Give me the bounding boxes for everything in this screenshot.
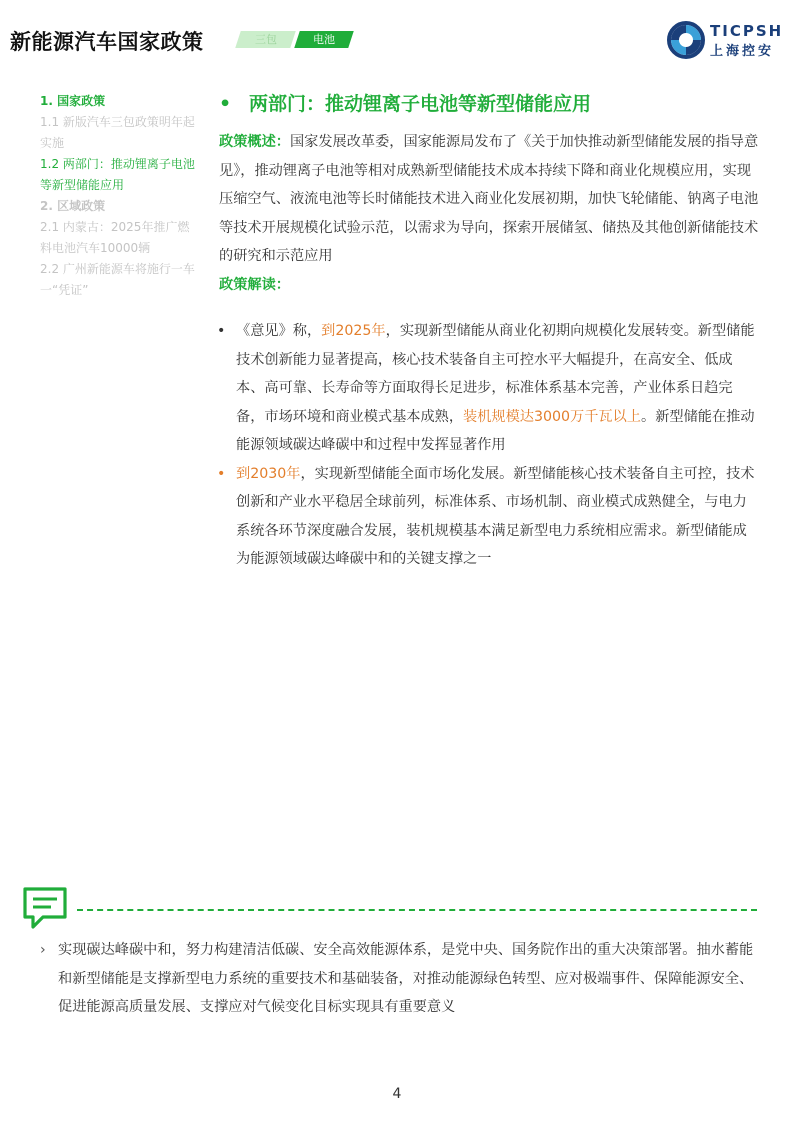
bullet1-highlight-capacity: 装机规模达3000万千瓦以上 bbox=[463, 408, 641, 425]
toc-item-guangzhou[interactable]: 2.2 广州新能源车将施行一车一“凭证” bbox=[40, 262, 195, 297]
toc-item-sanbao[interactable]: 1.1 新版汽车三包政策明年起实施 bbox=[40, 115, 195, 150]
tab-sanbao[interactable] bbox=[235, 31, 296, 48]
interpretation-label: 政策解读 bbox=[219, 276, 276, 293]
tab-battery[interactable] bbox=[294, 31, 354, 48]
toc-item-inner-mongolia[interactable]: 2.1 内蒙古：2025年推广燃料电池汽车10000辆 bbox=[40, 220, 190, 255]
overview-text: 国家发展改革委，国家能源局发布了《关于加快推动新型储能发展的指导意见》，推动锂离子电池等相对成熟新型储能技术成本持续下降和商业化规模应用，实现压缩空气、液流电池等长时储能技术进入商业化发展初期，加快飞轮储能、钠离子电池等技术开展规模化试验示范，以需求为导向，探索开展储氢、储热及其他创新储能技术的研究和示范应用 bbox=[219, 134, 759, 264]
table-of-contents bbox=[40, 91, 200, 301]
summary-note bbox=[40, 936, 760, 1022]
toc-item-national-policy[interactable]: 1. 国家政策 bbox=[40, 94, 106, 108]
tab-battery-label: 电池 bbox=[313, 33, 335, 46]
company-logo bbox=[667, 21, 787, 59]
bullet-mark: • bbox=[217, 465, 226, 482]
logo-text-cn: 上海控安 bbox=[710, 44, 775, 59]
bullet1-post: 。新型储能在推动能源领域碳达峰碳中和过程中发挥显著作用 bbox=[236, 408, 755, 453]
divider bbox=[77, 909, 757, 911]
policy-content bbox=[219, 128, 759, 299]
bullet1-pre: 《意见》称， bbox=[236, 323, 322, 339]
page-title: 新能源汽车国家政策 bbox=[10, 30, 204, 54]
overview-label: 政策概述 bbox=[219, 134, 276, 150]
logo-swirl-icon bbox=[667, 21, 705, 59]
bullet2-highlight-2030: 到2030年 bbox=[236, 465, 301, 482]
bullet-mark: • bbox=[217, 323, 226, 339]
toc-item-battery-storage[interactable]: 1.2 两部门：推动锂离子电池等新型储能应用 bbox=[40, 157, 195, 192]
bullet1-mid: ，实现新型储能从商业化初期向规模化发展转变。新型储能技术创新能力显著提高，核心技术装备自主可控水平大幅提升，在高安全、低成本、高可靠、长寿命等方面取得长足进步，标准体系基本完善，产业体系日趋完备，市场环境和商业模式基本成熟， bbox=[236, 323, 755, 425]
toc-item-regional-policy[interactable]: 2. 区域政策 bbox=[40, 199, 106, 213]
chat-bubble-icon bbox=[21, 886, 69, 930]
bullet1-highlight-2025: 到2025年 bbox=[321, 323, 386, 339]
interpretation-list bbox=[217, 317, 759, 574]
list-item bbox=[217, 460, 759, 574]
tab-sanbao-label: 三包 bbox=[254, 33, 277, 46]
interpretation-heading bbox=[219, 271, 759, 300]
overview-colon: ： bbox=[275, 134, 290, 150]
section-title-text: 两部门：推动锂离子电池等新型储能应用 bbox=[249, 93, 592, 115]
interpretation-colon: ： bbox=[275, 276, 290, 293]
bullet2-text: ，实现新型储能全面市场化发展。新型储能核心技术装备自主可控，技术创新和产业水平稳居全球前列，标准体系、市场机制、商业模式成熟健全，与电力系统各环节深度融合发展，装机规模基本满足新型电力系统相应需求。新型储能成为能源领域碳达峰碳中和的关键支撑之一 bbox=[236, 465, 755, 567]
section-title bbox=[219, 89, 779, 116]
list-item bbox=[217, 317, 759, 460]
logo-text-en: TICPSH bbox=[710, 22, 784, 40]
section-bullet: • bbox=[219, 93, 232, 115]
policy-overview bbox=[219, 128, 759, 271]
page-number: 4 bbox=[392, 1086, 402, 1102]
summary-note-text: 实现碳达峰碳中和，努力构建清洁低碳、安全高效能源体系，是党中央、国务院作出的重大决策部署。抽水蓄能和新型储能是支撑新型电力系统的重要技术和基础装备，对推动能源绿色转型、应对极端事件、保障能源安全、促进能源高质量发展、支撑应对气候变化目标实现具有重要意义 bbox=[58, 942, 754, 1015]
chevron-right-icon: › bbox=[40, 942, 46, 958]
